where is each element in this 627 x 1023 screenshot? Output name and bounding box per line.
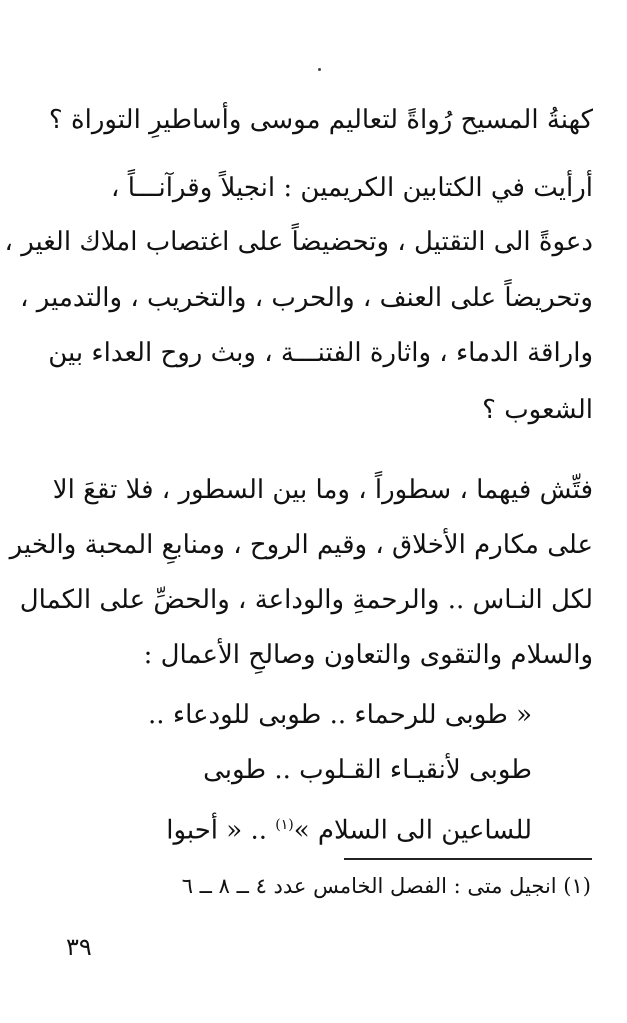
text-line: واراقة الدماء ، واثارة الفتنـــة ، وبث روح العداء بين: [48, 338, 593, 368]
text-line: على مكارم الأخلاق ، وقيم الروح ، ومنابعِ المحبة والخير: [9, 530, 593, 560]
quote-text: .. « أحبوا: [166, 815, 276, 846]
quote-line: « طوبى للرحماء .. طوبى للودعاء ..: [148, 700, 532, 730]
text-line: كهنةُ المسيح رُواةً لتعاليم موسى وأساطيرِ التوراة ؟: [48, 105, 593, 135]
text-line: وتحريضاً على العنف ، والحرب ، والتخريب ، والتدمير ،: [20, 283, 593, 313]
quote-text: للساعين الى السلام »: [293, 815, 532, 846]
footnote-marker: (١): [275, 817, 294, 833]
text-line: والسلام والتقوى والتعاون وصالحِ الأعمال :: [143, 640, 593, 670]
text-line: الشعوب ؟: [482, 395, 593, 425]
page-number: ٣٩: [66, 933, 92, 961]
footnote-divider: [344, 858, 592, 860]
text-line: فتِّش فيهما ، سطوراً ، وما بين السطور ، فلا تقعَ الا: [52, 475, 593, 505]
quote-line: طوبى لأنقيـاء القـلوب .. طوبى: [203, 755, 532, 785]
quote-line: [166, 805, 532, 851]
footnote: (١) انجيل متى : الفصل الخامس عدد ٤ ــ ٨ ــ ٦: [181, 874, 591, 898]
text-line: أرأيت في الكتابين الكريمين : انجيلاً وقرآنـــاً ،: [111, 173, 593, 203]
ink-speck: [318, 68, 321, 71]
text-line: دعوةً الى التقتيل ، وتحضيضاً على اغتصاب املاك الغير ،: [4, 227, 593, 257]
text-line: لكل النـاس .. والرحمةِ والوداعة ، والحضِّ على الكمال: [19, 585, 593, 615]
